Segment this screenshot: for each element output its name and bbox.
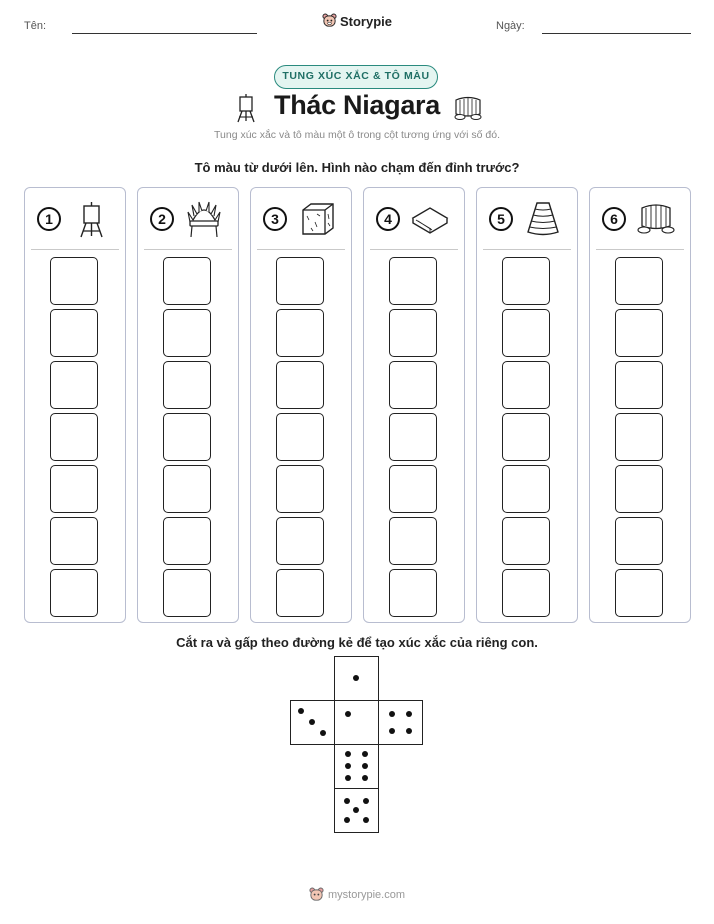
color-box[interactable] — [163, 413, 211, 461]
color-box[interactable] — [389, 361, 437, 409]
column-number: 4 — [376, 207, 400, 231]
dice-pip — [362, 763, 368, 769]
dice-pip — [363, 817, 369, 823]
dice-pip — [406, 711, 412, 717]
brand — [0, 13, 714, 34]
column-divider — [483, 249, 571, 250]
dice-pip — [363, 798, 369, 804]
storypie-logo-icon — [322, 13, 337, 29]
color-box[interactable] — [50, 569, 98, 617]
column-divider — [370, 249, 458, 250]
column-divider — [31, 249, 119, 250]
column-number: 2 — [150, 207, 174, 231]
color-box[interactable] — [50, 517, 98, 565]
column-number: 6 — [602, 207, 626, 231]
dice-pip — [344, 817, 350, 823]
dice-pip — [362, 775, 368, 781]
color-box[interactable] — [502, 361, 550, 409]
column-number: 3 — [263, 207, 287, 231]
color-box[interactable] — [502, 413, 550, 461]
color-box[interactable] — [389, 517, 437, 565]
column-number: 1 — [37, 207, 61, 231]
color-box[interactable] — [50, 257, 98, 305]
color-box[interactable] — [163, 465, 211, 513]
dice-face-left — [290, 700, 335, 745]
dice-pip — [389, 728, 395, 734]
column-3 — [250, 187, 352, 623]
page-title: Thác Niagara — [274, 90, 440, 120]
color-box[interactable] — [615, 569, 663, 617]
dice-face-bottom — [334, 788, 379, 833]
column-6 — [589, 187, 691, 623]
layered-rock-icon — [523, 200, 563, 238]
column-number: 5 — [489, 207, 513, 231]
color-box[interactable] — [389, 257, 437, 305]
dice-pip — [353, 807, 359, 813]
color-box[interactable] — [502, 465, 550, 513]
color-box[interactable] — [276, 361, 324, 409]
color-box[interactable] — [389, 309, 437, 357]
color-box[interactable] — [615, 517, 663, 565]
column-divider — [144, 249, 232, 250]
headdress-icon — [184, 200, 224, 238]
dice-pip — [320, 730, 326, 736]
dice-pip — [345, 763, 351, 769]
column-divider — [596, 249, 684, 250]
dice-pip — [345, 775, 351, 781]
color-box[interactable] — [389, 413, 437, 461]
color-box[interactable] — [276, 465, 324, 513]
easel-icon — [71, 200, 111, 238]
dice-face-lower — [334, 744, 379, 789]
color-box[interactable] — [389, 465, 437, 513]
waterfall-icon — [636, 200, 676, 238]
dice-pip — [389, 711, 395, 717]
color-box[interactable] — [615, 465, 663, 513]
rock-cube-icon — [297, 200, 337, 238]
color-box[interactable] — [276, 517, 324, 565]
column-5 — [476, 187, 578, 623]
color-box[interactable] — [276, 257, 324, 305]
dice-face-right — [378, 700, 423, 745]
dice-pip — [298, 708, 304, 714]
color-box[interactable] — [50, 309, 98, 357]
dice-face-center — [334, 700, 379, 745]
color-box[interactable] — [502, 257, 550, 305]
footer — [0, 887, 714, 908]
color-box[interactable] — [163, 517, 211, 565]
color-box[interactable] — [163, 361, 211, 409]
dice-pip — [406, 728, 412, 734]
column-2 — [137, 187, 239, 623]
subtitle: Tung xúc xắc và tô màu một ô trong cột tương ứng với số đó. — [214, 129, 500, 141]
date-label: Ngày: — [496, 20, 525, 32]
color-box[interactable] — [389, 569, 437, 617]
dice-pip — [309, 719, 315, 725]
name-label: Tên: — [24, 20, 47, 32]
column-divider — [257, 249, 345, 250]
color-box[interactable] — [502, 309, 550, 357]
column-4 — [363, 187, 465, 623]
dice-pip — [345, 711, 351, 717]
color-box[interactable] — [163, 257, 211, 305]
storypie-logo-icon — [309, 887, 324, 903]
dice-pip — [344, 798, 350, 804]
brand-name: Storypie — [339, 13, 392, 29]
color-box[interactable] — [502, 517, 550, 565]
coloring-instruction: Tô màu từ dưới lên. Hình nào chạm đến đỉnh trước? — [194, 160, 520, 175]
book-icon — [410, 200, 450, 238]
color-box[interactable] — [50, 413, 98, 461]
waterfall-icon — [452, 94, 484, 122]
color-box[interactable] — [50, 361, 98, 409]
dice-face-top — [334, 656, 379, 701]
color-box[interactable] — [615, 257, 663, 305]
color-box[interactable] — [163, 569, 211, 617]
activity-badge: TUNG XÚC XẮC & TÔ MÀU — [274, 65, 438, 89]
color-box[interactable] — [502, 569, 550, 617]
dice-pip — [353, 675, 359, 681]
color-box[interactable] — [615, 413, 663, 461]
color-box[interactable] — [615, 309, 663, 357]
color-box[interactable] — [276, 413, 324, 461]
color-box[interactable] — [615, 361, 663, 409]
color-box[interactable] — [163, 309, 211, 357]
footer-url[interactable]: mystorypie.com — [327, 889, 406, 901]
color-box[interactable] — [50, 465, 98, 513]
dice-pip — [362, 751, 368, 757]
column-1 — [24, 187, 126, 623]
dice-pip — [345, 751, 351, 757]
cut-instruction: Cắt ra và gấp theo đường kẻ để tạo xúc xắc của riêng con. — [176, 635, 538, 650]
color-box[interactable] — [276, 569, 324, 617]
color-box[interactable] — [276, 309, 324, 357]
